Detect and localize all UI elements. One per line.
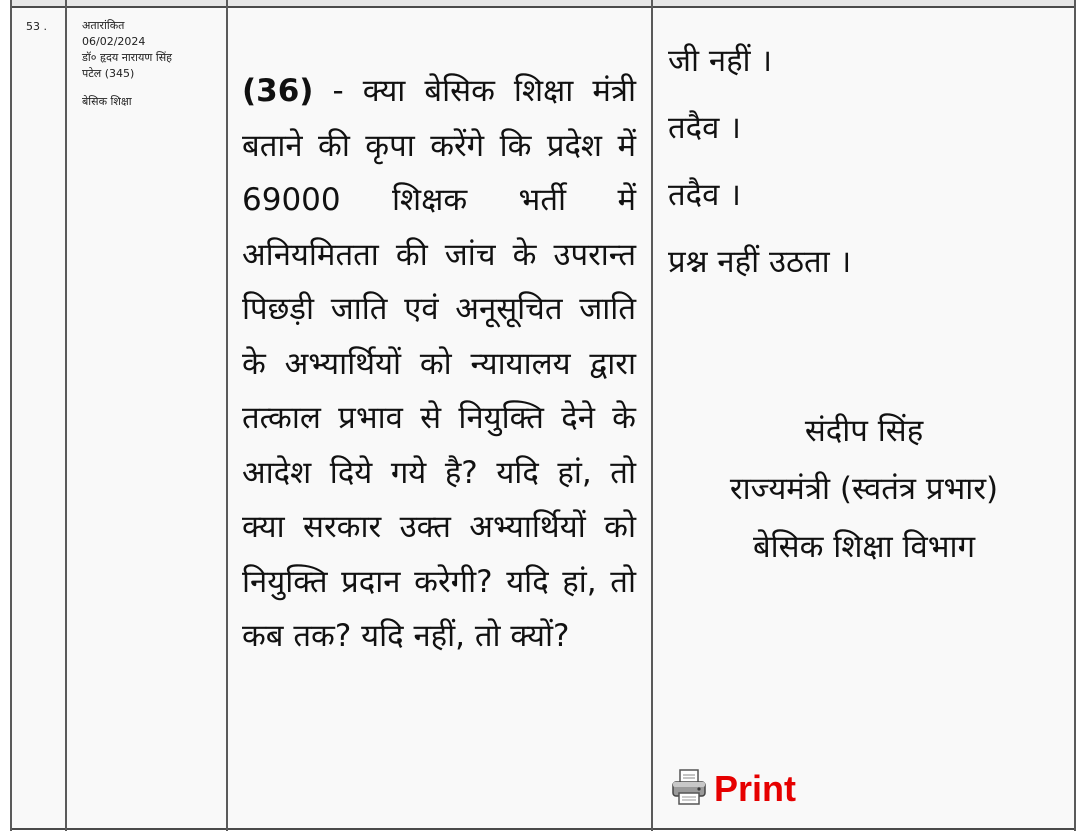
table-top-border xyxy=(10,6,1076,8)
question-date: 06/02/2024 xyxy=(82,35,146,48)
signatory-department: बेसिक शिक्षा विभाग xyxy=(752,529,976,565)
question-number: (36) xyxy=(242,73,314,109)
question-text xyxy=(242,64,636,664)
member-name-cont: पटेल (345) xyxy=(82,67,135,80)
member-name: डॉ० हृदय नारायण सिंह xyxy=(82,51,172,64)
print-label: Print xyxy=(714,768,797,809)
question-meta xyxy=(82,18,222,110)
meta-cell xyxy=(67,8,226,828)
answer-item: तदैव । xyxy=(668,177,741,213)
table-left-border xyxy=(10,0,12,831)
signatory-designation: राज्यमंत्री (स्वतंत्र प्रभार) xyxy=(729,471,999,507)
signature-block xyxy=(652,402,1076,576)
serial-cell xyxy=(10,8,65,828)
answer-item: प्रश्न नहीं उठता । xyxy=(668,244,852,280)
answer-item: जी नहीं । xyxy=(668,43,773,79)
question-body: - क्या बेसिक शिक्षा मंत्री बताने की कृपा करेंगे कि प्रदेश में 69000 शिक्षक भर्ती में अनियमितता की जांच के उपरान्त पिछड़ी जाति एवं अनूसूचित जाति के अभ्यार्थियों को न्यायालय द्वारा तत्काल प्रभाव से नियुक्ति देने के आदेश दिये गये है? यदि हां, तो क्या सरकार उक्त अभ्यार्थियों को नियुक्ति प्रदान करेगी? यदि हां, तो कब तक? यदि नहीं, तो क्यों? xyxy=(242,73,636,654)
answer-list xyxy=(668,28,851,296)
answer-item: तदैव । xyxy=(668,110,741,146)
printer-icon xyxy=(670,768,708,810)
column-divider xyxy=(226,0,228,831)
table-bottom-border xyxy=(10,828,1076,830)
serial-number: 53 . xyxy=(26,20,47,33)
answer-table xyxy=(10,0,1076,831)
column-divider xyxy=(65,0,67,831)
department: बेसिक शिक्षा xyxy=(82,95,132,108)
print-button[interactable] xyxy=(670,764,796,814)
signatory-name: संदीप सिंह xyxy=(804,413,924,449)
question-type: अतारांकित xyxy=(82,19,125,32)
